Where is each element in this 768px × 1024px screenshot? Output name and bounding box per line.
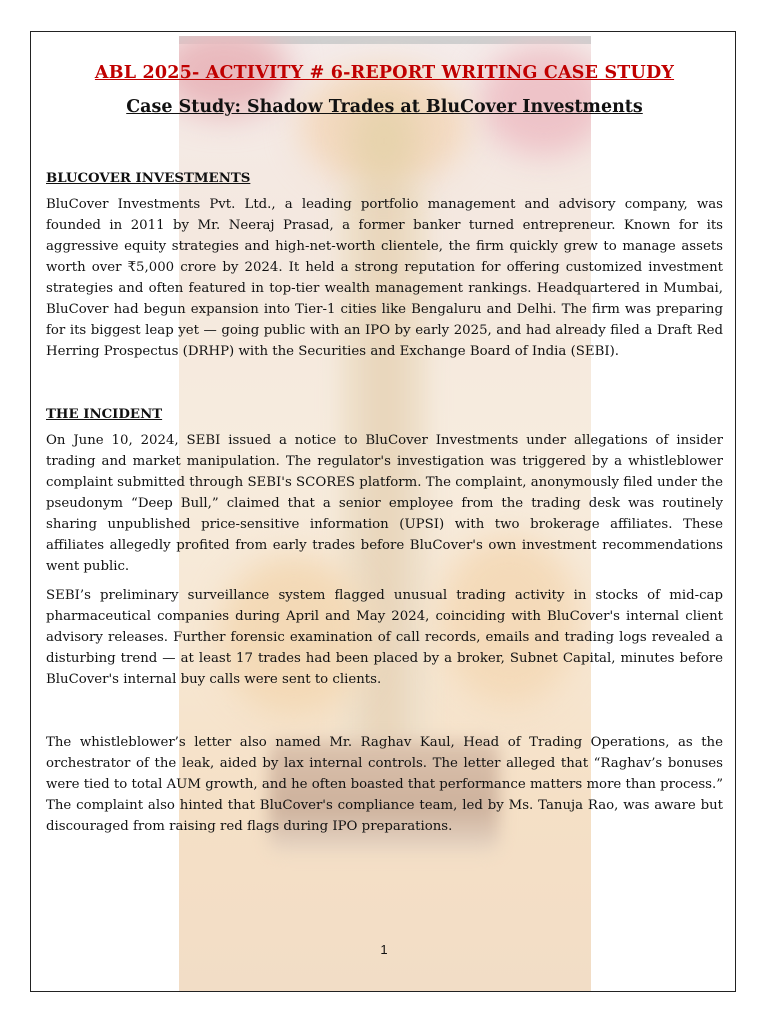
document-subtitle: Case Study: Shadow Trades at BluCover Investments: [126, 97, 643, 117]
document-title: ABL 2025- ACTIVITY # 6-REPORT WRITING CASE STUDY: [94, 63, 675, 83]
paragraph-incident-notice: On June 10, 2024, SEBI issued a notice to BluCover Investments under allegations of insider trading and market manipulation. The regulator's investigation was triggered by a whistleblower complaint submitted through SEBI's SCORES platform. The complaint, anonymously filed under the pseudonym “Deep Bull,” claimed that a senior employee from the trading desk was routinely sharing unpublished price-sensitive information (UPSI) with two brokerage affiliates. These affiliates allegedly profited from early trades before BluCover's own investment recommendations went public.: [46, 433, 723, 574]
paragraph-surveillance-findings: SEBI’s preliminary surveillance system flagged unusual trading activity in stocks of mid-cap pharmaceutical companies during April and May 2024, coinciding with BluCover's internal client advisory releases. Further forensic examination of call records, emails and trading logs revealed a disturbing trend — at least 17 trades had been placed by a broker, Subnet Capital, minutes before BluCover's internal buy calls were sent to clients.: [46, 588, 723, 687]
paragraph-whistleblower-letter: The whistleblower’s letter also named Mr. Raghav Kaul, Head of Trading Operations, as the orchestrator of the leak, aided by lax internal controls. The letter alleged that “Raghav’s bonuses were tied to total AUM growth, and he often boasted that performance matters more than process.” The complaint also hinted that BluCover's compliance team, led by Ms. Tanuja Rao, was aware but discouraged from raising red flags during IPO preparations.: [46, 735, 724, 834]
document-body: [46, 60, 723, 837]
section-heading-incident: THE INCIDENT: [46, 407, 163, 422]
paragraph-company-background: BluCover Investments Pvt. Ltd., a leading portfolio management and advisory company, was founded in 2011 by Mr. Neeraj Prasad, a former banker turned entrepreneur. Known for its aggressive equity strategies and high-net-worth clientele, the firm quickly grew to manage assets worth over ₹5,000 crore by 2024. It held a strong reputation for offering customized investment strategies and often featured in top-tier wealth management rankings. Headquartered in Mumbai, BluCover had begun expansion into Tier-1 cities like Bengaluru and Delhi. The firm was preparing for its biggest leap yet — going public with an IPO by early 2025, and had already filed a Draft Red Herring Prospectus (DRHP) with the Securities and Exchange Board of India (SEBI).: [46, 197, 723, 359]
page-number: 1: [380, 942, 388, 957]
section-heading-blucover: BLUCOVER INVESTMENTS: [46, 171, 251, 186]
